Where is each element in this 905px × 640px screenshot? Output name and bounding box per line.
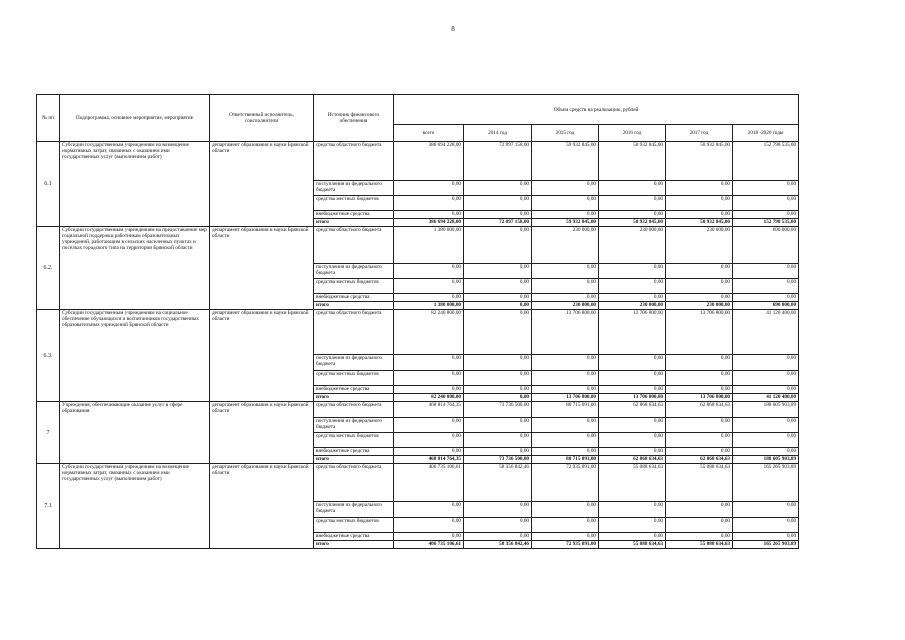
amount-cell: 0,00 — [666, 371, 733, 386]
amount-cell: 0,00 — [599, 386, 666, 394]
amount-cell: 230 000,00 — [532, 227, 599, 264]
header-name: Подпрограмма, основное мероприятие, мероприятие — [60, 95, 210, 142]
amount-cell: 80 715 091,00 — [532, 456, 599, 464]
budget-table — [36, 94, 799, 549]
amount-cell: 0,00 — [464, 518, 532, 533]
amount-cell: 230 000,00 — [599, 227, 666, 264]
header-year: 2014 год — [464, 125, 532, 142]
funding-source: внебюджетные средства — [314, 211, 394, 219]
measure-name: Учреждения, обеспечивающие оказание услуг в сфере образования — [60, 402, 210, 464]
amount-cell: 0,00 — [733, 294, 799, 302]
amount-cell: 0,00 — [733, 433, 799, 448]
amount-cell: 0,00 — [532, 386, 599, 394]
amount-cell: 0,00 — [464, 181, 532, 196]
funding-source: средства областного бюджета — [314, 227, 394, 264]
amount-cell: 41 120 400,00 — [733, 394, 799, 402]
amount-cell: 0,00 — [599, 264, 666, 279]
amount-cell: 188 605 903,89 — [733, 456, 799, 464]
amount-cell: 165 265 903,89 — [733, 464, 799, 502]
amount-cell: 188 605 903,89 — [733, 402, 799, 418]
amount-cell: 80 715 091,00 — [532, 402, 599, 418]
funding-source: поступления из федерального бюджета — [314, 355, 394, 371]
row-number: 7.1 — [37, 464, 60, 549]
amount-cell: 0,00 — [394, 371, 464, 386]
amount-cell: 0,00 — [666, 211, 733, 219]
amount-cell: 0,00 — [666, 433, 733, 448]
amount-cell: 0,00 — [733, 279, 799, 294]
amount-cell: 230 000,00 — [532, 302, 599, 310]
page-number: 8 — [451, 25, 455, 33]
header-year: всего — [394, 125, 464, 142]
amount-cell: 0,00 — [599, 294, 666, 302]
amount-cell: 73 736 500,00 — [464, 402, 532, 418]
funding-source: итого — [314, 456, 394, 464]
amount-cell: 0,00 — [464, 279, 532, 294]
amount-cell: 0,00 — [394, 181, 464, 196]
row-number: 6.2. — [37, 227, 60, 310]
amount-cell: 0,00 — [394, 448, 464, 456]
amount-cell: 0,00 — [532, 181, 599, 196]
amount-cell: 0,00 — [666, 279, 733, 294]
amount-cell: 0,00 — [394, 196, 464, 211]
amount-cell: 0,00 — [532, 264, 599, 279]
amount-cell: 13 706 800,00 — [666, 310, 733, 355]
amount-cell: 386 694 228,00 — [394, 142, 464, 181]
amount-cell: 0,00 — [666, 502, 733, 518]
amount-cell: 0,00 — [532, 448, 599, 456]
funding-source: средства местных бюджетов — [314, 371, 394, 386]
amount-cell: 0,00 — [532, 279, 599, 294]
amount-cell: 0,00 — [733, 196, 799, 211]
amount-cell: 0,00 — [394, 386, 464, 394]
amount-cell: 0,00 — [394, 355, 464, 371]
amount-cell: 13 706 800,00 — [532, 310, 599, 355]
funding-source: средства местных бюджетов — [314, 433, 394, 448]
amount-cell: 0,00 — [464, 502, 532, 518]
funding-source: итого — [314, 394, 394, 402]
header-responsible: Ответственный исполнитель, соисполнители — [210, 95, 314, 142]
funding-source: средства областного бюджета — [314, 310, 394, 355]
amount-cell: 58 356 842,46 — [464, 541, 532, 549]
amount-cell: 0,00 — [464, 386, 532, 394]
amount-cell: 0,00 — [532, 518, 599, 533]
amount-cell: 50 932 845,00 — [599, 219, 666, 227]
amount-cell: 0,00 — [532, 433, 599, 448]
table-row — [37, 227, 799, 264]
amount-cell: 0,00 — [464, 196, 532, 211]
amount-cell: 0,00 — [733, 371, 799, 386]
amount-cell: 0,00 — [666, 196, 733, 211]
amount-cell: 0,00 — [532, 502, 599, 518]
amount-cell: 468 814 764,35 — [394, 456, 464, 464]
amount-cell: 0,00 — [599, 533, 666, 541]
amount-cell: 0,00 — [599, 181, 666, 196]
amount-cell: 0,00 — [394, 211, 464, 219]
amount-cell: 0,00 — [394, 433, 464, 448]
amount-cell: 406 735 106,61 — [394, 464, 464, 502]
amount-cell: 0,00 — [532, 211, 599, 219]
funding-source: поступления из федерального бюджета — [314, 181, 394, 196]
amount-cell: 0,00 — [733, 355, 799, 371]
amount-cell: 0,00 — [733, 533, 799, 541]
amount-cell: 0,00 — [464, 371, 532, 386]
funding-source: итого — [314, 541, 394, 549]
amount-cell: 0,00 — [464, 533, 532, 541]
amount-cell: 59 932 845,00 — [532, 142, 599, 181]
funding-source: внебюджетные средства — [314, 386, 394, 394]
amount-cell: 1 380 000,00 — [394, 227, 464, 264]
measure-name: Субсидии государственным учреждениям на предоставление мер социальной поддержки работникам образовательных учреждений, работающим в сельских населенных пунктах и поселках городского типа на территории Брянской области — [60, 227, 210, 310]
funding-source: средства областного бюджета — [314, 402, 394, 418]
amount-cell: 230 000,00 — [666, 302, 733, 310]
header-year: 2015 год — [532, 125, 599, 142]
amount-cell: 50 932 845,00 — [599, 142, 666, 181]
amount-cell: 55 088 634,63 — [599, 541, 666, 549]
amount-cell: 0,00 — [464, 310, 532, 355]
amount-cell: 82 240 800,00 — [394, 394, 464, 402]
amount-cell: 62 868 634,63 — [599, 456, 666, 464]
amount-cell: 0,00 — [394, 502, 464, 518]
amount-cell: 62 868 634,63 — [599, 402, 666, 418]
funding-source: средства местных бюджетов — [314, 279, 394, 294]
amount-cell: 0,00 — [532, 371, 599, 386]
amount-cell: 230 000,00 — [599, 302, 666, 310]
amount-cell: 0,00 — [394, 518, 464, 533]
amount-cell: 55 088 634,63 — [666, 464, 733, 502]
amount-cell: 72 935 091,00 — [532, 541, 599, 549]
amount-cell: 0,00 — [599, 518, 666, 533]
amount-cell: 50 932 845,00 — [666, 142, 733, 181]
table-header — [37, 95, 799, 142]
amount-cell: 0,00 — [464, 227, 532, 264]
amount-cell: 0,00 — [394, 264, 464, 279]
amount-cell: 73 736 500,00 — [464, 456, 532, 464]
amount-cell: 0,00 — [464, 418, 532, 433]
amount-cell: 0,00 — [599, 355, 666, 371]
funding-source: средства областного бюджета — [314, 464, 394, 502]
amount-cell: 0,00 — [733, 502, 799, 518]
responsible-executor: департамент образования и науки Брянской области — [210, 227, 314, 310]
table-row — [37, 402, 799, 418]
amount-cell: 468 814 764,35 — [394, 402, 464, 418]
amount-cell: 13 706 800,00 — [666, 394, 733, 402]
amount-cell: 0,00 — [532, 294, 599, 302]
amount-cell: 0,00 — [733, 418, 799, 433]
amount-cell: 0,00 — [666, 355, 733, 371]
amount-cell: 72 097 158,00 — [464, 142, 532, 181]
table-body — [37, 142, 799, 549]
amount-cell: 50 932 845,00 — [666, 219, 733, 227]
amount-cell: 13 706 800,00 — [532, 394, 599, 402]
amount-cell: 0,00 — [666, 386, 733, 394]
amount-cell: 59 932 845,00 — [532, 219, 599, 227]
amount-cell: 690 000,00 — [733, 302, 799, 310]
amount-cell: 0,00 — [394, 533, 464, 541]
amount-cell: 82 240 800,00 — [394, 310, 464, 355]
amount-cell: 406 735 106,61 — [394, 541, 464, 549]
amount-cell: 0,00 — [666, 294, 733, 302]
amount-cell: 72 097 158,00 — [464, 219, 532, 227]
funding-source: средства местных бюджетов — [314, 196, 394, 211]
amount-cell: 0,00 — [733, 211, 799, 219]
amount-cell: 0,00 — [599, 196, 666, 211]
amount-cell: 152 798 535,00 — [733, 142, 799, 181]
amount-cell: 0,00 — [599, 502, 666, 518]
amount-cell: 62 868 634,63 — [666, 402, 733, 418]
amount-cell: 0,00 — [532, 355, 599, 371]
amount-cell: 72 935 091,00 — [532, 464, 599, 502]
funding-source: средства местных бюджетов — [314, 518, 394, 533]
amount-cell: 0,00 — [394, 294, 464, 302]
amount-cell: 0,00 — [464, 394, 532, 402]
header-year: 2017 год — [666, 125, 733, 142]
amount-cell: 0,00 — [464, 294, 532, 302]
amount-cell: 0,00 — [464, 433, 532, 448]
funding-source: средства областного бюджета — [314, 142, 394, 181]
amount-cell: 0,00 — [733, 181, 799, 196]
measure-name: Субсидии государственным учреждениям на возмещение нормативных затрат, связанных с оказанием ими государственных услуг (выполнением работ) — [60, 142, 210, 227]
amount-cell: 165 265 903,89 — [733, 541, 799, 549]
amount-cell: 0,00 — [464, 302, 532, 310]
amount-cell: 0,00 — [464, 355, 532, 371]
row-number: 6.1 — [37, 142, 60, 227]
amount-cell: 386 694 228,00 — [394, 219, 464, 227]
header-year: 2018 -2020 годы — [733, 125, 799, 142]
responsible-executor: департамент образования и науки Брянской области — [210, 142, 314, 227]
amount-cell: 0,00 — [464, 264, 532, 279]
funding-source: внебюджетные средства — [314, 533, 394, 541]
amount-cell: 62 868 634,63 — [666, 456, 733, 464]
amount-cell: 0,00 — [394, 279, 464, 294]
row-number: 7 — [37, 402, 60, 464]
amount-cell: 0,00 — [599, 371, 666, 386]
amount-cell: 13 706 800,00 — [599, 394, 666, 402]
amount-cell: 0,00 — [666, 181, 733, 196]
funding-source: поступления из федерального бюджета — [314, 264, 394, 279]
table-row — [37, 464, 799, 502]
header-num: № пп — [37, 95, 60, 142]
amount-cell: 41 120 400,00 — [733, 310, 799, 355]
amount-cell: 0,00 — [599, 279, 666, 294]
amount-cell: 0,00 — [733, 386, 799, 394]
funding-source: поступления из федерального бюджета — [314, 418, 394, 433]
amount-cell: 0,00 — [464, 448, 532, 456]
amount-cell: 152 798 535,00 — [733, 219, 799, 227]
amount-cell: 55 088 634,63 — [666, 541, 733, 549]
responsible-executor: департамент образования и науки Брянской области — [210, 464, 314, 549]
amount-cell: 690 000,00 — [733, 227, 799, 264]
table-row — [37, 310, 799, 355]
measure-name: Субсидии государственным учреждениям на социальное обеспечение обучающихся и воспитанников государственных образовательных учреждений Брянской области — [60, 310, 210, 402]
header-source: Источник финансового обеспечения — [314, 95, 394, 142]
amount-cell: 0,00 — [464, 211, 532, 219]
amount-cell: 0,00 — [666, 264, 733, 279]
measure-name: Субсидии государственным учреждениям на возмещение нормативных затрат, связанных с оказанием ими государственных услуг (выполнением работ) — [60, 464, 210, 549]
header-year: 2016 год — [599, 125, 666, 142]
amount-cell: 0,00 — [532, 196, 599, 211]
amount-cell: 0,00 — [599, 433, 666, 448]
responsible-executor: департамент образования и науки Брянской области — [210, 402, 314, 464]
funding-source: итого — [314, 302, 394, 310]
amount-cell: 0,00 — [599, 448, 666, 456]
funding-source: поступления из федерального бюджета — [314, 502, 394, 518]
amount-cell: 0,00 — [599, 211, 666, 219]
amount-cell: 0,00 — [599, 418, 666, 433]
amount-cell: 1 380 000,00 — [394, 302, 464, 310]
amount-cell: 0,00 — [733, 448, 799, 456]
amount-cell: 0,00 — [666, 418, 733, 433]
amount-cell: 0,00 — [666, 448, 733, 456]
amount-cell: 0,00 — [733, 518, 799, 533]
amount-cell: 55 088 634,63 — [599, 464, 666, 502]
responsible-executor: департамент образования и науки Брянской области — [210, 310, 314, 402]
amount-cell: 0,00 — [394, 418, 464, 433]
row-number: 6.3. — [37, 310, 60, 402]
funding-source: итого — [314, 219, 394, 227]
amount-cell: 0,00 — [666, 533, 733, 541]
table-row — [37, 142, 799, 181]
amount-cell: 0,00 — [733, 264, 799, 279]
amount-cell: 0,00 — [666, 518, 733, 533]
funding-source: внебюджетные средства — [314, 448, 394, 456]
amount-cell: 0,00 — [532, 533, 599, 541]
funding-source: внебюджетные средства — [314, 294, 394, 302]
amount-cell: 13 706 800,00 — [599, 310, 666, 355]
amount-cell: 230 000,00 — [666, 227, 733, 264]
header-volume: Объем средств на реализацию, рублей — [394, 95, 799, 125]
amount-cell: 58 356 842,46 — [464, 464, 532, 502]
amount-cell: 0,00 — [532, 418, 599, 433]
